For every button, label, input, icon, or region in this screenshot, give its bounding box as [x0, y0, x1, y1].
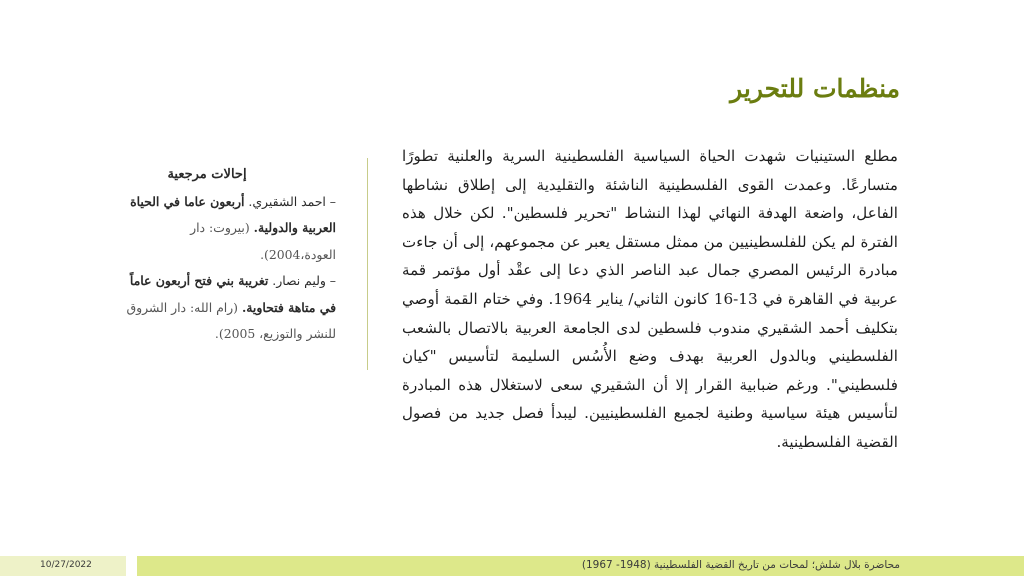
slide-body-text: مطلع الستينيات شهدت الحياة السياسية الفلسطينية السرية والعلنية تطورًا متسارعًا. وعمدت القوى الفلسطينية الناشئة والتقليدية إلى إطلاق نشاطها الفاعل، واضعة الهدفة النهائي لهذا النشاط "تحرير فلسطين". لكن خلال هذه الفترة لم يكن للفلسطينيين من ممثل مستقل يعبر عن مجموعهم، إلى أن جاءت مبادرة الرئيس المصري جمال عبد الناصر الذي دعا إلى عقْد أول مؤتمر قمة عربية في القاهرة في 13-16 كانون الثاني/ يناير 1964. وفي ختام القمة أوصي بتكليف أحمد الشقيري مندوب فلسطين لدى الجامعة العربية بالاتصال بالشعب الفلسطيني وبالدول العربية بهدف وضع الأُسُس السليمة لتأسيس "كيان فلسطيني". ورغم ضبابية القرار إلا أن الشقيري سعى لاستغلال هذه المبادرة لتأسيس هيئة سياسية وطنية لجميع الفلسطينيين. ليبدأ فصل جديد من فصول القضية الفلسطينية.	[402, 147, 898, 451]
footer-bar	[137, 556, 1024, 576]
footer-text: محاضرة بلال شلش؛ لمحات من تاريخ القضية الفلسطينية (1948- 1967)	[581, 559, 900, 571]
reference-author: – وليم نصار.	[272, 273, 336, 288]
reference-author: – احمد الشقيري.	[248, 193, 336, 209]
reference-item	[118, 189, 336, 269]
reference-publisher: (بيروت: دار العودة،2004).	[190, 220, 336, 262]
references-panel	[118, 162, 336, 348]
reference-title: تغريبة بني فتح أربعون عاماً في متاهة فتحاوية.	[129, 273, 336, 315]
column-divider	[367, 158, 368, 370]
reference-publisher: (رام الله: دار الشروق للنشر والتوزيع، 2005).	[126, 299, 336, 341]
reference-title: أربعون عاما في الحياة العربية والدولية.	[130, 193, 336, 235]
slide-title: منظمات للتحرير	[730, 74, 900, 103]
footer-date: 10/27/2022	[40, 560, 92, 570]
reference-item	[118, 268, 336, 348]
references-heading: إحالات مرجعية	[167, 167, 247, 182]
footer-date-box	[0, 556, 126, 576]
